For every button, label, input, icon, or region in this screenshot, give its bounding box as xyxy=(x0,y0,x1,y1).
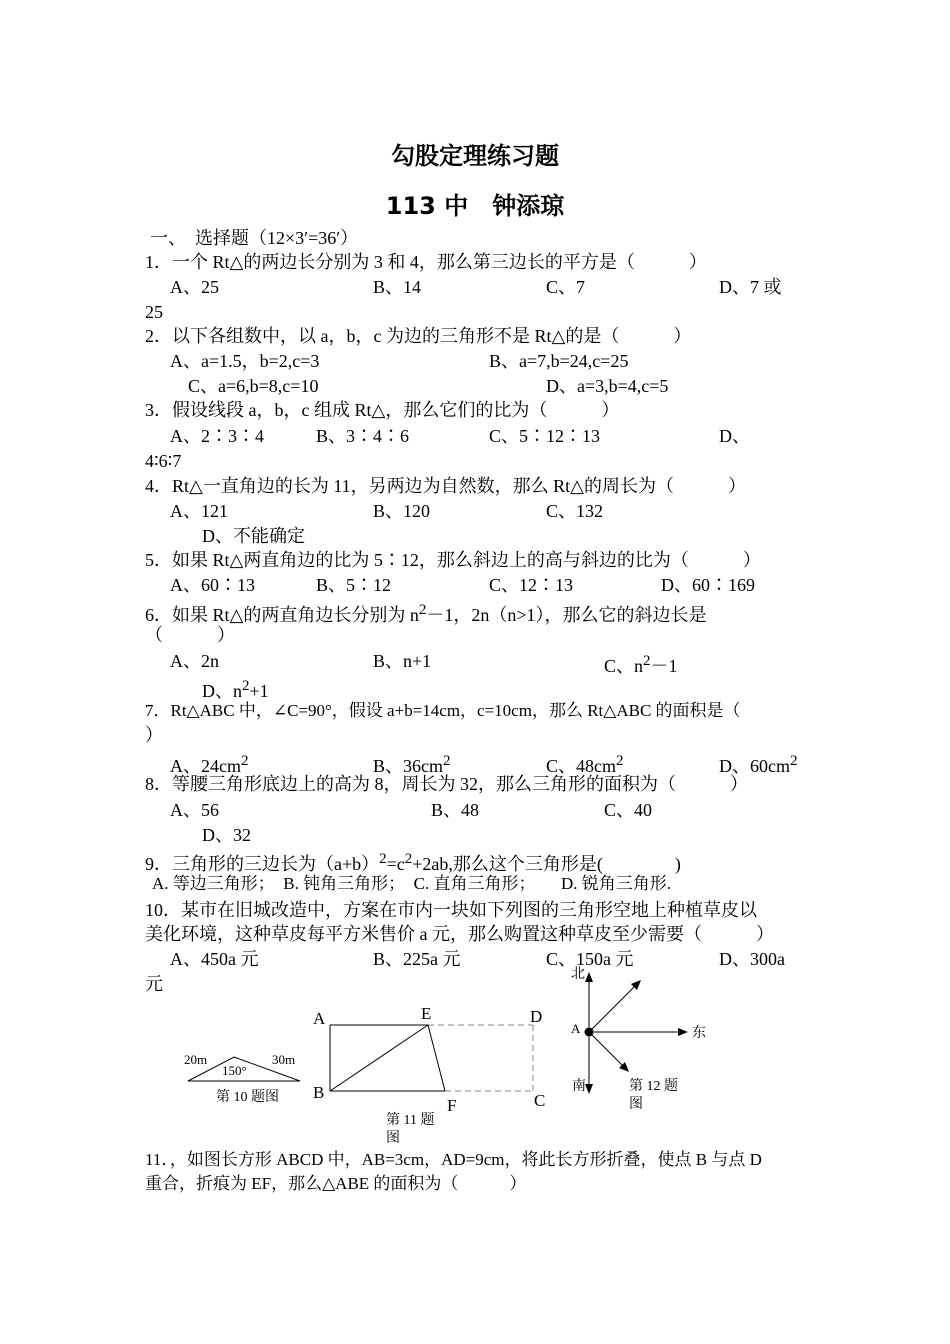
q6-stem-sup: 2 xyxy=(418,602,427,618)
q5-option-c: C、12∶13 xyxy=(489,575,574,595)
q10-option-c: C、150a 元 xyxy=(546,949,634,969)
fig12-point-label: A xyxy=(571,1021,581,1036)
fig12-north-arrow-icon xyxy=(585,972,593,982)
q7-stem: 7．Rt△ABC 中，∠C=90°，假设 a+b=14cm，c=10cm，那么 Rt△ABC 的面积是（ xyxy=(145,701,741,720)
fig11-label-f: F xyxy=(447,1096,457,1115)
q10-option-d-cont: 元 xyxy=(145,974,163,994)
q7-option-d-text: D、60cm xyxy=(719,756,790,776)
fig12-east-label: 东 xyxy=(692,1026,706,1041)
q1-option-d: D、7 或 xyxy=(719,277,782,297)
fig12-caption-line2: 图 xyxy=(629,1097,643,1112)
fig11-label-c: C xyxy=(534,1091,546,1110)
fig10-caption: 第 10 题图 xyxy=(216,1090,279,1105)
fig12-north-label: 北 xyxy=(571,967,585,982)
fig11-rectangle xyxy=(313,1004,545,1146)
q7-option-b-sup: 2 xyxy=(443,753,451,769)
fig10-angle: 150° xyxy=(222,1063,247,1078)
q7-option-c-sup: 2 xyxy=(616,753,624,769)
q6-stem-post: －1，2n（n>1），那么它的斜边长是 xyxy=(426,605,707,625)
q8-option-c: C、40 xyxy=(604,800,653,820)
q7-option-a-sup: 2 xyxy=(241,753,249,769)
q3-stem: 3．假设线段 a，b，c 组成 Rt△，那么它们的比为（ ） xyxy=(145,400,620,420)
q3-option-d: D、 xyxy=(719,426,750,446)
q9-sup-2: 2 xyxy=(404,851,413,867)
q7-option-a-text: A、24cm xyxy=(170,756,241,776)
q6-option-c-sup: 2 xyxy=(643,653,651,669)
doc-title: 勾股定理练习题 xyxy=(391,142,559,170)
q4-option-d: D、不能确定 xyxy=(202,526,305,546)
q6-option-d-post: +1 xyxy=(249,681,269,701)
fig10-triangle xyxy=(184,1052,300,1105)
fig11-label-b: B xyxy=(313,1083,325,1102)
q6-option-d-pre: D、n xyxy=(202,681,242,701)
q3-option-b: B、3∶4∶6 xyxy=(316,426,410,446)
q11-stem-line2: 重合，折痕为 EF，那么△ABE 的面积为（ ） xyxy=(145,1174,527,1193)
section-heading: 一、 选择题（12×3′=36′） xyxy=(150,228,359,248)
q1-option-c: C、7 xyxy=(546,277,586,297)
fig12-south-arrow-icon xyxy=(585,1084,593,1094)
q1-stem: 1．一个 Rt△的两边长分别为 3 和 4，那么第三边长的平方是（ ） xyxy=(145,252,707,272)
q2-option-b: B、a=7,b=24,c=25 xyxy=(489,351,629,371)
q6-option-a: A、2n xyxy=(170,651,219,671)
q9-stem-pre: 9．三角形的三边长为（a+b） xyxy=(145,854,380,874)
fig11-label-a: A xyxy=(313,1009,326,1028)
q9-options: A. 等边三角形； B. 钝角三角形； C. 直角三角形； D. 锐角三角形. xyxy=(152,874,671,893)
q3-option-c: C、5∶12∶13 xyxy=(489,426,601,446)
q11-stem-line1: 11．，如图长方形 ABCD 中，AB=3cm，AD=9cm，将此长方形折叠，使点 B 与点 D xyxy=(145,1150,762,1169)
q10-stem-line1: 10．某市在旧城改造中，方案在市内一块如下列图的三角形空地上种植草皮以 xyxy=(145,900,757,920)
q8-option-b: B、48 xyxy=(431,800,480,820)
q3-option-d-cont: 4∶6∶7 xyxy=(145,451,182,471)
fig11-label-d: D xyxy=(530,1007,543,1026)
q3-option-a: A、2∶3∶4 xyxy=(170,426,264,446)
q6-option-b: B、n+1 xyxy=(373,651,432,671)
q1-option-d-cont: 25 xyxy=(145,302,163,322)
fig11-crease-ef xyxy=(428,1025,445,1091)
q1-option-a: A、25 xyxy=(170,277,219,297)
q6-option-d-sup: 2 xyxy=(242,678,250,694)
fig12-east-arrow-icon xyxy=(678,1028,688,1036)
q5-option-a: A、60∶13 xyxy=(170,575,255,595)
q2-option-c: C、a=6,b=8,c=10 xyxy=(188,376,319,396)
q10-option-b: B、225a 元 xyxy=(373,949,461,969)
fig11-label-e: E xyxy=(421,1004,432,1023)
q2-option-d: D、a=3,b=4,c=5 xyxy=(546,376,669,396)
fig11-caption-line2: 图 xyxy=(386,1131,400,1146)
q9-stem-mid: =c xyxy=(386,854,405,874)
q7-option-c-text: C、48cm xyxy=(546,756,616,776)
q6-option-c-pre: C、n xyxy=(604,656,644,676)
fig12-point-a xyxy=(585,1028,594,1037)
fig11-caption-line1: 第 11 题 xyxy=(386,1113,435,1128)
q9-sup-1: 2 xyxy=(379,851,387,867)
q2-stem: 2．以下各组数中，以 a，b，c 为边的三角形不是 Rt△的是（ ） xyxy=(145,326,692,346)
q10-stem-line2: 美化环境，这种草皮每平方米售价 a 元，那么购置这种草皮至少需要（ ） xyxy=(145,924,774,944)
doc-subtitle: 113 中 钟添琼 xyxy=(385,192,565,220)
q2-option-a: A、a=1.5，b=2,c=3 xyxy=(170,351,320,371)
q7-stem-cont: ） xyxy=(145,725,163,745)
q6-option-c-post: －1 xyxy=(650,656,678,676)
q9-stem-post: +2ab,那么这个三角形是( ) xyxy=(412,854,681,874)
q8-stem: 8．等腰三角形底边上的高为 8，周长为 32，那么三角形的面积为（ ） xyxy=(145,774,748,794)
fig12-caption-line1: 第 12 题 xyxy=(629,1079,678,1094)
q7-option-d-sup: 2 xyxy=(790,753,798,769)
q4-option-c: C、132 xyxy=(546,501,604,521)
fig12-ne-line xyxy=(589,986,635,1032)
q8-option-a: A、56 xyxy=(170,800,219,820)
q7-option-b-text: B、36cm xyxy=(373,756,443,776)
q5-option-b: B、5∶12 xyxy=(316,575,392,595)
fig12-south-label: 南 xyxy=(572,1079,586,1094)
fig10-side-right: 30m xyxy=(272,1052,296,1067)
q4-option-b: B、120 xyxy=(373,501,431,521)
fig10-side-left: 20m xyxy=(184,1052,208,1067)
q5-stem: 5．如果 Rt△两直角边的比为 5∶12，那么斜边上的高与斜边的比为（ ） xyxy=(145,550,761,570)
q1-option-b: B、14 xyxy=(373,277,422,297)
fig12-se-line xyxy=(589,1032,623,1066)
q4-stem: 4．Rt△一直角边的长为 11，另两边为自然数，那么 Rt△的周长为（ ） xyxy=(145,476,747,496)
q6-stem-pre: 6．如果 Rt△的两直角边长分别为 n xyxy=(145,605,419,625)
fig12-compass xyxy=(571,966,706,1112)
q4-option-a: A、121 xyxy=(170,501,228,521)
q10-option-a: A、450a 元 xyxy=(170,949,259,969)
fig11-line-be xyxy=(330,1025,428,1091)
q6-stem-cont: （ ） xyxy=(145,625,235,645)
q10-option-d: D、300a xyxy=(719,949,785,969)
q8-option-d: D、32 xyxy=(202,825,251,845)
q5-option-d: D、60∶169 xyxy=(661,575,755,595)
